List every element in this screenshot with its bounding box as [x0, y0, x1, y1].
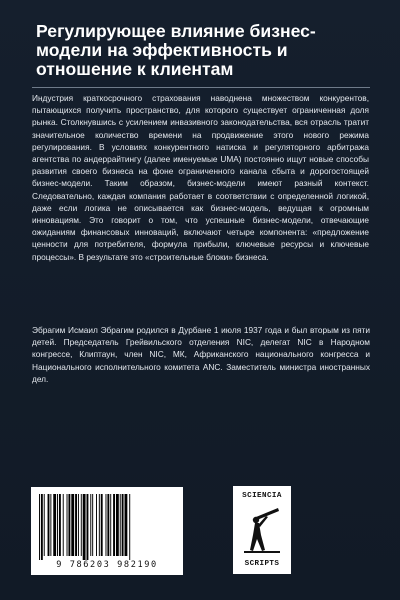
isbn-barcode — [31, 487, 183, 575]
figure-with-telescope-icon — [242, 504, 282, 556]
title-divider — [32, 87, 370, 88]
author-bio: Эбрагим Исмаил Эбрагим родился в Дурбане 1 июля 1937 года и был вторым из пяти детей. Председатель Грейвильского отделения NIC, делегат NIC в Народном конгрессе, Клиптаун, член NIC, МК, Африканского национального конгресса и Национального исполнительного комитета ANC. Заместитель министра иностранных дел. — [32, 325, 370, 384]
publisher-logo-bottom-text: SCRIPTS — [244, 560, 280, 568]
barcode-bars — [37, 494, 177, 560]
book-title: Регулирующее влияние бизнес-модели на эффективность и отношение к клиентам — [36, 21, 316, 79]
publisher-logo-top-text: SCIENCIA — [242, 492, 282, 500]
isbn-number: 9 786203 982190 — [56, 560, 158, 570]
publisher-logo — [233, 486, 291, 574]
book-description: Индустрия краткосрочного страхования наводнена множеством конкурентов, пытающихся получить пространство, для которого существует ограниченная доля рынка. Столкнувшись с усилением инвазивного законодательства, вся отрасль тратит значительное количество времени на продвижение этого нового режима регулирования. В условиях конкурентного натиска и регуляторного арбитража агентства по андеррайтингу (далее именуемые UMA) постоянно ищут новые способы развития своего бизнеса на фоне ограниченного канала сбыта и дорогостоящей бизнес-модели. Таким образом, бизнес-модели имеют разный контекст. Следовательно, каждая компания работает в соответствии с определенной логикой, даже если логика не описывается как бизнес-модель, ведущая к огромным инновациям. Это говорит о том, что успешные бизнес-модели, отвечающие ожиданиям финансовых инноваций, включают четыре компонента: «предложение ценности для потребителя, формула прибыли, ключевые ресурсы и ключевые процессы». В результате это «строительные блоки» бизнеса. — [32, 93, 369, 262]
